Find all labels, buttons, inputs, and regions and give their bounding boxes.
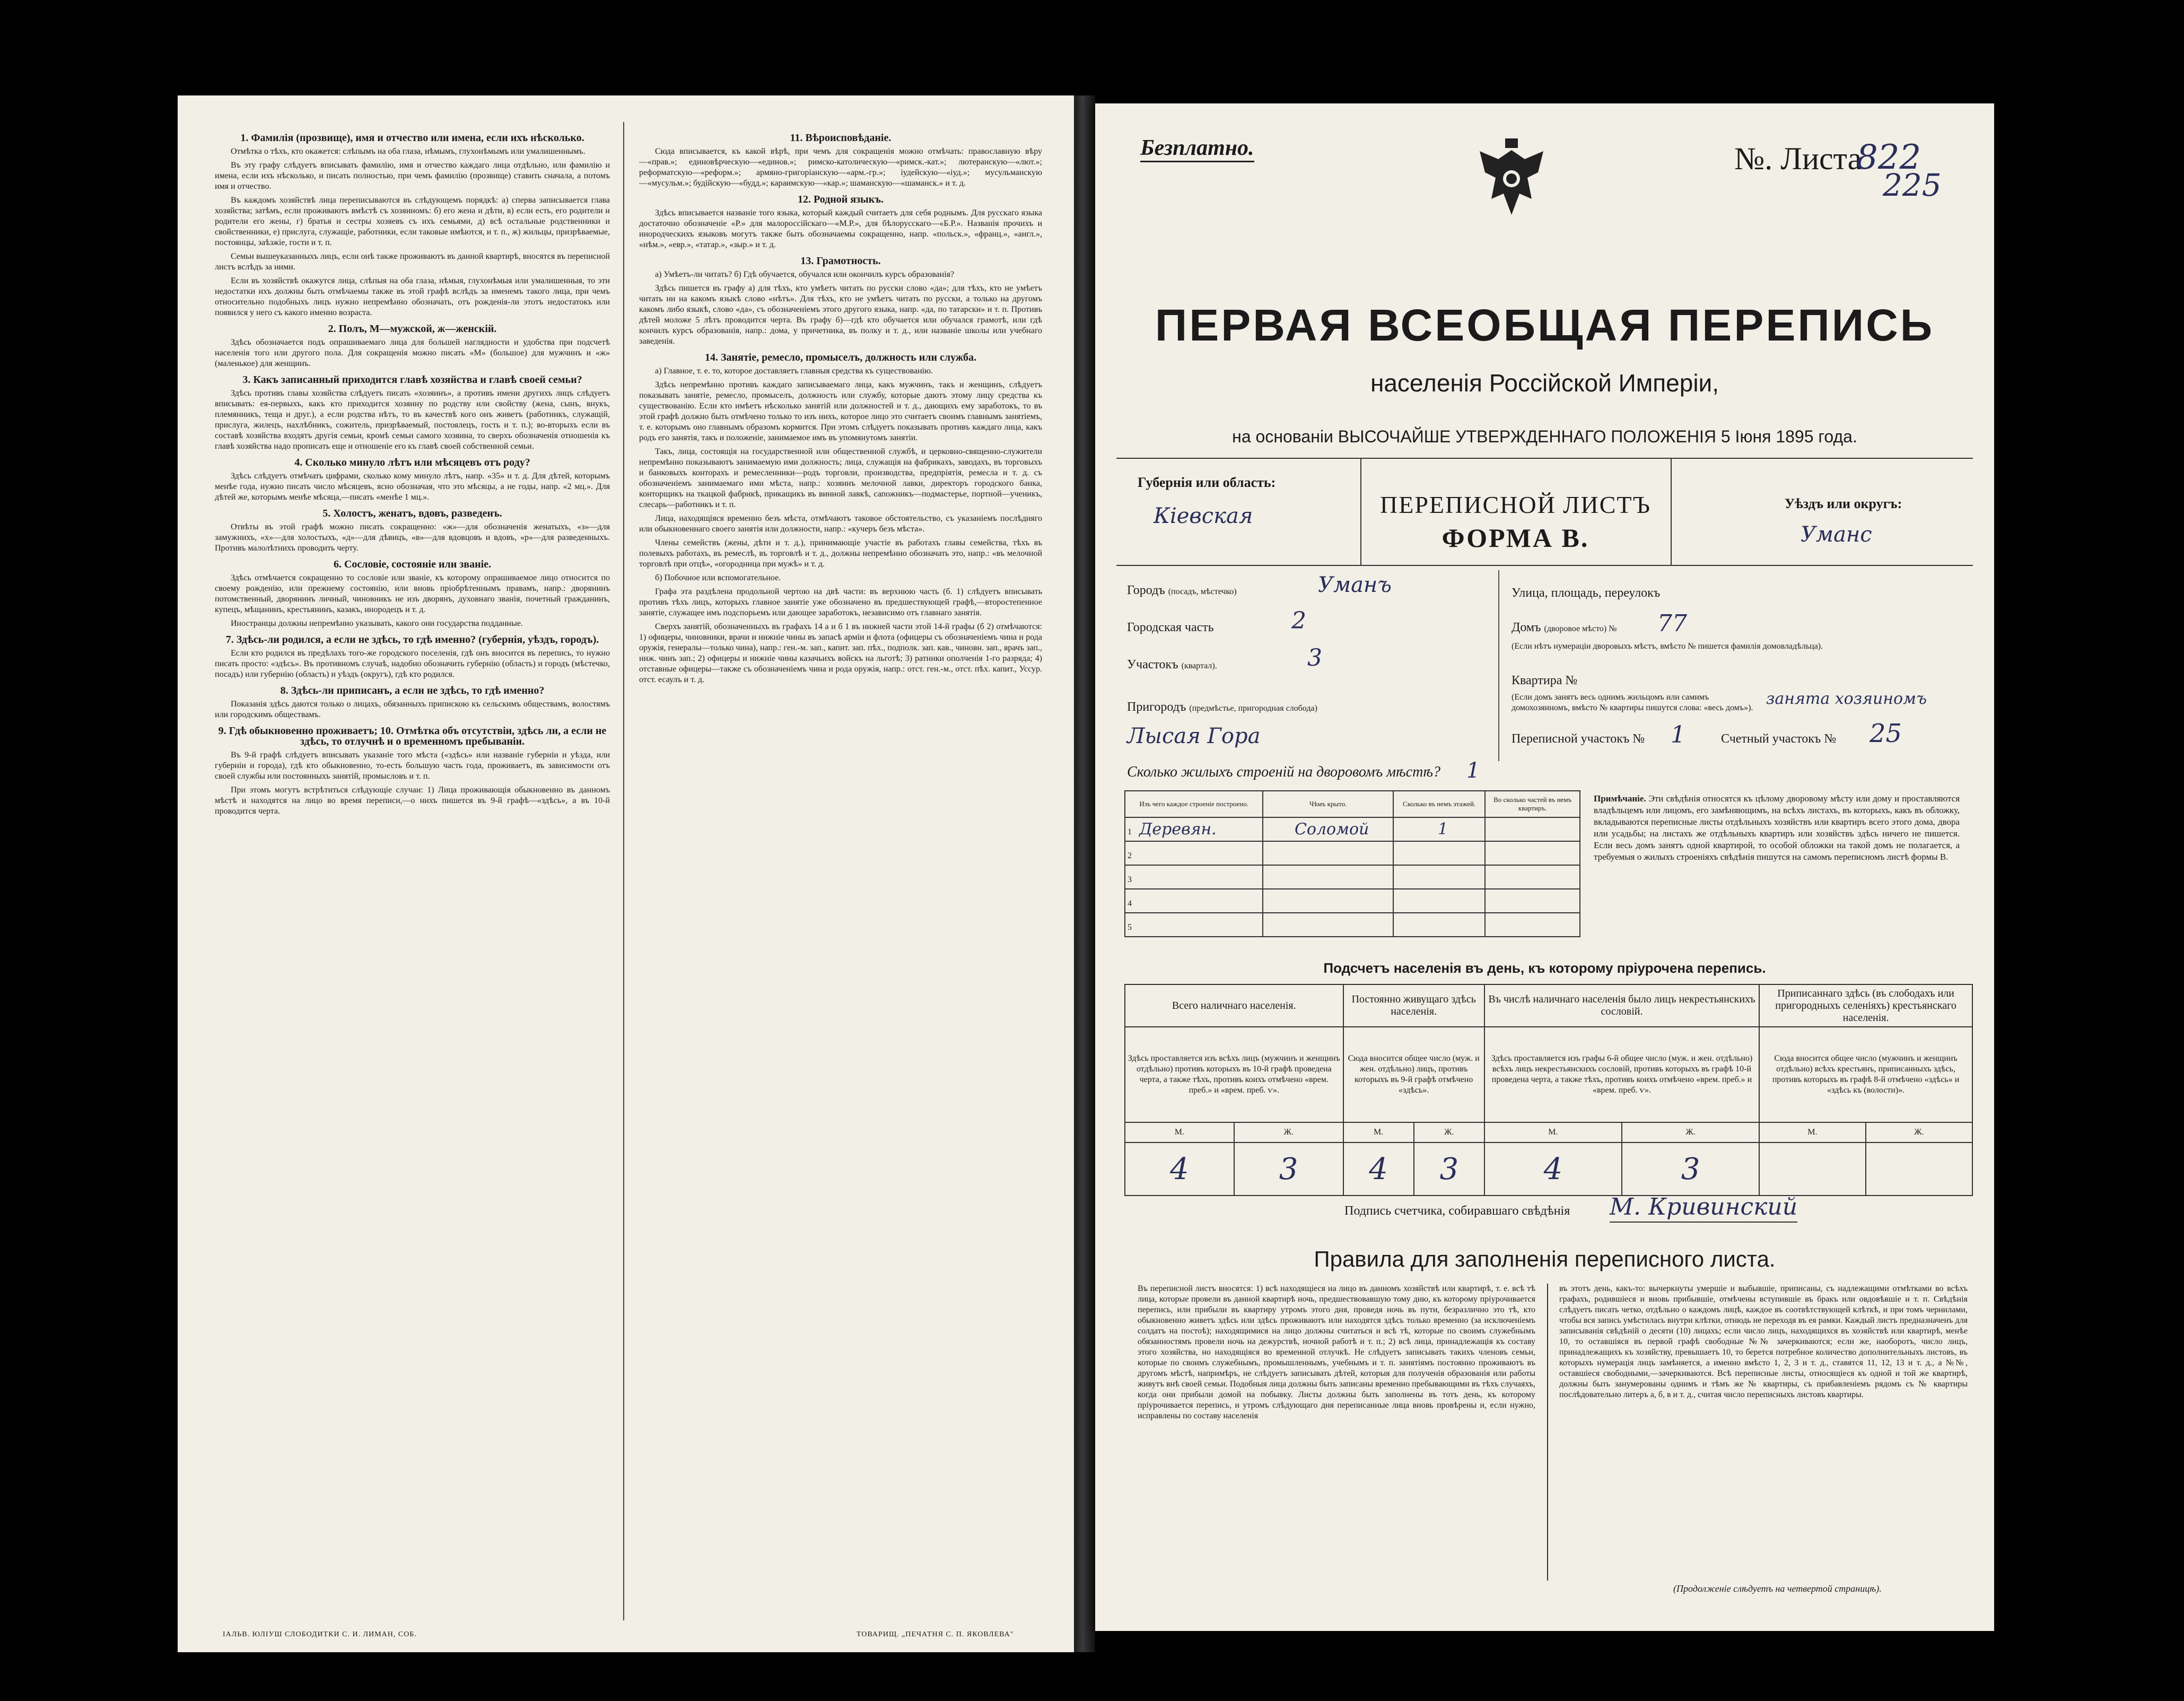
count-column-description: Сюда вносится общее число (муж. и жен. отдѣльно) лицъ, противъ которыхъ въ 9-й графѣ отмѣчено «здѣсь». bbox=[1343, 1027, 1484, 1122]
section-title: 4. Сколько минуло лѣтъ или мѣсяцевъ отъ роду? bbox=[294, 457, 530, 468]
section-title: 14. Занятіе, ремесло, промыселъ, должность или служба. bbox=[704, 352, 977, 363]
rules-text-left: Въ переписной листъ вносятся: 1) всѣ находящіеся на лицо въ данномъ хозяйствѣ или квартирѣ, т. е. всѣ тѣ лица, которые провели въ данной квартирѣ ночь, предшествовавшую тому дню, къ которому пріурочивается перепись, или прибыли въ квартиру утромъ этого дня, проведя ночь въ пути, безразлично это тѣ, кто обыкновенно живетъ здѣсь или здѣсь проживаютъ или находятся здѣсь только временно (за исключеніемъ солдатъ на постоѣ); находящимися на лицо должны считаться и всѣ тѣ, которые по своимъ служебнымъ обязанностямъ провели ночь на дежурствѣ, ночной работѣ и т. п.; 2) всѣ лица, принадлежащія къ составу этого хозяйства, но находящіяся во временной отлучкѣ. Не слѣдуетъ записывать такихъ членовъ семьи, которые по своимъ служебнымъ, промышленнымъ, учебнымъ и т. п. занятіямъ постоянно проживаютъ въ другомъ мѣстѣ, напримѣръ, не слѣдуетъ записывать дѣтей, которыя для полученія образованія или работы живутъ внѣ своей семьи. Подобныя лица должны быть записаны временно пребывающими въ тѣхъ случаяхъ, когда они прибыли домой на побывку. Листы должны быть заполнены въ тотъ день, къ которому пріурочивается перепись, и утромъ слѣдующаго дня переписанные лица вновь провѣрены и, если нужно, исправлены по составу населенія bbox=[1138, 1284, 1535, 1420]
section-paragraph: Въ 9-й графѣ слѣдуетъ вписывать указаніе того мѣста («здѣсь» или названіе губерніи и уѣзда, или губерніи и города), гдѣ кто обыкновенно, то-есть большую часть года, проживаетъ, въ зависимости отъ своей службы или постоянныхъ занятій, промысловъ и т. п. bbox=[215, 751, 610, 781]
section-title: 7. Здѣсь-ли родился, а если не здѣсь, то гдѣ именно? (губернія, уѣздъ, городъ). bbox=[225, 634, 599, 645]
count-column-header: Всего наличнаго населенія. bbox=[1125, 984, 1343, 1027]
sheet-number-handwritten: 822 bbox=[1856, 138, 1921, 177]
sex-label: Ж. bbox=[1622, 1122, 1759, 1142]
buildings-table bbox=[1124, 790, 1580, 937]
count-column-header: Приписаннаго здѣсь (въ слободахъ или пригородныхъ селеніяхъ) крестьянскаго населенія. bbox=[1759, 984, 1972, 1027]
row-number: 2 bbox=[1128, 851, 1132, 860]
building-cell-mat bbox=[1125, 913, 1263, 937]
kvartira-handwritten: занята хозяиномъ bbox=[1766, 690, 1927, 708]
section-paragraph: Здѣсь вписывается названіе того языка, который каждый считаетъ для себя роднымъ. Для русскаго языка достаточно обозначеніе «Р.» для малороссійскаго—«М.Р.», для бѣлорусскаго—«Б.Р.». Названія прочихъ и инородческихъ языковъ могутъ также быть обозначаемы сокращенно, напр. «польск.», «франц.», «англ.», «нѣм.», «евр.», «татар.», «зыр.» и т. д. bbox=[639, 208, 1042, 249]
imperial-eagle-emblem bbox=[1474, 135, 1549, 225]
section-paragraph: Такъ, лица, состоящія на государственной или общественной службѣ, и церковно-священно-служители непремѣнно показываютъ занимаемую ими должность; лица, служащія на фабрикахъ, заводахъ, въ торговыхъ и банковыхъ конторахъ и ремесленники—родъ торговли, производства, предпріятія, ремесла и т. д. съ обозначеніемъ занимаемаго ими мѣста, напр.: хозяинъ мелочной лавки, директоръ городского банка, конторщикъ на ткацкой фабрикѣ, прикащикъ въ винной лавкѣ, сапожникъ—подмастерье, портной—ученикъ, слесарь—работникъ и т. п. bbox=[639, 447, 1042, 509]
count-value-m: 4 bbox=[1484, 1142, 1622, 1196]
dom-footnote: (Если нѣтъ нумераціи дворовыхъ мѣстъ, вмѣсто № пишется фамилія домовладѣльца). bbox=[1512, 642, 1823, 651]
uezd-label: Уѣздъ или округъ: bbox=[1785, 496, 1902, 511]
perep-uchastok-value: 1 bbox=[1671, 721, 1685, 748]
section-paragraph: Въ каждомъ хозяйствѣ лица переписываются въ слѣдующемъ порядкѣ: а) сперва записывается глава хозяйства; затѣмъ, если проживаютъ вмѣстѣ съ хозяиномъ: б) его жена и дѣти, в) если есть, его родители и родители его жены, г) братья и сестры хозяевъ съ ихъ семьями, д) всѣ остальные родственники и свойственники, е) прислуга, служащіе, работники, если таковые имѣются, и т. п., ж) жильцы, призрѣваемые, постоянцы, заѣзжіе, гости и т. п. bbox=[215, 196, 610, 247]
section-paragraph: Члены семействъ (жены, дѣти и т. д.), принимающіе участіе въ работахъ главы семейства, тѣхъ въ полевыхъ работахъ, въ ремеслѣ, въ торговлѣ и т. д., должны непремѣнно обозначать это, напр.: «въ мелочной торговлѣ при отцѣ», «огородница при мужѣ» и т. д. bbox=[639, 538, 1042, 569]
count-column-header: Въ числѣ наличнаго населенія было лицъ некрестьянскихъ сословій. bbox=[1484, 984, 1759, 1027]
building-row bbox=[1125, 913, 1580, 937]
building-cell-floors bbox=[1393, 841, 1485, 865]
population-count-table bbox=[1124, 984, 1973, 1196]
building-cell-roof bbox=[1263, 817, 1393, 841]
sex-label: Ж. bbox=[1866, 1122, 1972, 1142]
building-cell-mat bbox=[1125, 865, 1263, 889]
section-title: 1. Фамилія (прозвище), имя и отчество или имена, если ихъ нѣсколько. bbox=[240, 132, 584, 144]
section-paragraph: Здѣсь противъ главы хозяйства слѣдуетъ писать «хозяинъ», а противъ имени другихъ лицъ слѣдуетъ вписывать: ея-первыхъ, какъ кто приходится хозяину по родству или свойству (жена, сынъ, внукъ, племянникъ, теща и друг.), а если родства нѣтъ, то въ качествѣ кого онъ живетъ (работникъ, служащій, прислуга, жилецъ, нахлѣбникъ, сожитель, призрѣваемый, постоялецъ, гость и т. п.); во-вторыхъ если въ составѣ хозяйства входятъ другія семьи, кромѣ семьи самого хозяина, то сверхъ обозначенія отношенія къ главѣ хозяйства надо прописать еще и отношеніе его къ главѣ своей собственной семьи. bbox=[215, 389, 610, 451]
header-floors: Сколько въ немъ этажей. bbox=[1393, 791, 1485, 817]
right-page bbox=[1095, 103, 1994, 1631]
section-paragraph: Здѣсь пишется въ графу а) для тѣхъ, кто умѣетъ читать по русски слово «да»; для тѣхъ, кто не умѣетъ читать ни на какомъ языкѣ слово «нѣтъ». Для тѣхъ, кто не умѣетъ читать по русски, а только на другомъ какомъ либо языкѣ, слово «да», съ обозначеніемъ этого другого языка, напр. «да, по татарски» и т. п. Противъ дѣтей моложе 5 лѣтъ проводится черта. Въ графу б)—гдѣ кто обучается или обучался грамотѣ, или гдѣ кончилъ курсъ образованія, напр.: дома, у причетника, въ полку и т. д., или названіе школы или учебнаго заведенія. bbox=[639, 284, 1042, 346]
section-paragraph: Въ эту графу слѣдуетъ вписывать фамилію, имя и отчество каждаго лица отдѣльно, или фамилію и имена, если ихъ нѣсколько, и писать полностью, при чемъ фамилію (прозвище) ставить сначала, а потомъ имя и отчество. bbox=[215, 161, 610, 191]
count-column-description: Сюда вносится общее число (мужчинъ и женщинъ отдѣльно) всѣхъ крестьянъ, приписанныхъ здѣсь, противъ которыхъ въ графѣ 8-й отмѣчено «здѣсь» и «здѣсь къ (волости)». bbox=[1759, 1027, 1972, 1122]
sex-label: М. bbox=[1343, 1122, 1414, 1142]
section-paragraph: При этомъ могутъ встрѣтиться слѣдующіе случаи: 1) Лица проживающія обыкновенно въ данномъ мѣстѣ и находятся на лицо во время переписи,—о нихъ пишется въ 9-й графѣ—«здѣсь», а въ 10-й проводится черта. bbox=[215, 786, 610, 816]
ulitsa-label: Улица, площадь, переулокъ bbox=[1512, 586, 1661, 600]
buildings-table-header bbox=[1125, 791, 1580, 817]
count-value-zh: 3 bbox=[1234, 1142, 1343, 1196]
chast-label: Городская часть bbox=[1127, 621, 1214, 634]
kvartira-label: Квартира № bbox=[1512, 674, 1578, 687]
rules-text-right: въ этотъ день, какъ-то: вычеркнуты умершіе и выбывшіе, приписаны, съ надлежащими отмѣтками во всѣхъ графахъ, родившіеся и вновь прибывшіе, отмѣчены вступившіе въ бракъ или овдовѣвшіе и т. п. Свѣдѣнія слѣдуетъ писать четко, отдѣльно о каждомъ лицѣ, каждое въ соотвѣтствующей клѣткѣ, и при томъ чернилами, чтобы вся запись умѣстилась внутри клѣтки, отнюдь не переходя въ ея рамки. Каждый листъ предназначенъ для записыванія свѣдѣній о десяти (10) лицахъ; если число лицъ, находящихся въ хозяйствѣ или квартирѣ, менѣе 10, то оставшіяся въ первой графѣ свободные №№ зачеркиваются; если же, наоборотъ, число лицъ, принадлежащихъ къ хозяйству, превышаетъ 10, то берется потребное количество дополнительныхъ листовъ, въ которыхъ нумерація лицъ замѣняется, а именно вмѣсто 1, 2, 3 и т. д., ставятся 11, 12, 13 и т. д., а №№, оставшіеся свободными,—зачеркиваются. Всѣ переписные листы, относящіеся къ одной и той же квартирѣ, должны быть занумерованы однимъ и тѣмъ же № квартиры, съ прибавленіемъ рядомъ съ № квартиры послѣдовательно литеръ а, б, в и т. д., считая число переписныхъ листовъ квартиры. bbox=[1559, 1284, 1968, 1399]
instructions-column-1 bbox=[215, 127, 610, 1620]
building-cell-mat bbox=[1125, 841, 1263, 865]
building-cell-floors bbox=[1393, 889, 1485, 913]
section-title: 3. Какъ записанный приходится главѣ хозяйства и главѣ своей семьи? bbox=[242, 374, 582, 386]
building-cell-roof bbox=[1263, 889, 1393, 913]
building-cell-kv bbox=[1485, 817, 1580, 841]
uezd-value: Уманс bbox=[1801, 522, 1872, 547]
building-row bbox=[1125, 817, 1580, 841]
count-column-description: Здѣсь проставляется изъ графы 6-й общее число (муж. и жен. отдѣльно) всѣхъ лицъ некрестьянскихъ сословій, противъ которыхъ въ графѣ 10-й проведена черта, а также тѣхъ, противъ коихъ отмѣчено «врем. преб.» и «врем. преб. ѵ». bbox=[1484, 1027, 1759, 1122]
prigorod-label: Пригородъ (предмѣстье, пригородная слобода) bbox=[1127, 700, 1317, 714]
building-cell-kv bbox=[1485, 865, 1580, 889]
sex-label: Ж. bbox=[1234, 1122, 1343, 1142]
section-title: 11. Вѣроисповѣданіе. bbox=[790, 132, 892, 144]
section-paragraph: Здѣсь обозначается подъ опрашиваемаго лица для большей наглядности и удобства при подсчетѣ населенія того или другого пола. Для сокращенія можно писать «М» (большое) для мужчинъ и «ж» (маленькое) для женщинъ. bbox=[215, 338, 610, 368]
kvartira-footnote: (Если домъ занятъ весь однимъ жильцомъ или самимъ домохозяиномъ, вмѣсто № квартиры пишутся слова: «весь домъ»). bbox=[1512, 693, 1753, 712]
form-subtitle: ФОРМА В. bbox=[1442, 523, 1589, 553]
printer-imprint-right: ТОВАРИЩ. „ПЕЧАТНЯ С. П. ЯКОВЛЕВА" bbox=[857, 1630, 1014, 1638]
building-cell-floors bbox=[1393, 817, 1485, 841]
section-paragraph: Графа эта раздѣлена продольной чертою на двѣ части: въ верхнюю часть (б. 1) слѣдуетъ вписывать противъ тѣхъ лицъ, которыхъ главное занятіе уже обозначено въ предшествующей графѣ,—второстепенное занятіе, служащее имъ подспорьемъ или дающее заработокъ, независимо отъ главнаго занятія. bbox=[639, 587, 1042, 617]
section-title: 8. Здѣсь-ли приписанъ, а если не здѣсь, то гдѣ именно? bbox=[280, 685, 545, 696]
header-apartments: Во сколько частей въ немъ квартиръ. bbox=[1485, 791, 1580, 817]
count-column-description: Здѣсь проставляется изъ всѣхъ лицъ (мужчинъ и женщинъ отдѣльно) противъ которыхъ въ 10-й графѣ проведена черта, а также тѣхъ, противъ коихъ отмѣчено «врем. преб.» и «врем. преб. ѵ». bbox=[1125, 1027, 1343, 1122]
header-roof: Чѣмъ крыто. bbox=[1263, 791, 1393, 817]
building-cell-roof bbox=[1263, 841, 1393, 865]
count-value-m: 4 bbox=[1343, 1142, 1414, 1196]
row-number: 4 bbox=[1128, 899, 1132, 908]
column-divider bbox=[623, 122, 624, 1620]
prigorod-value: Лысая Гора bbox=[1127, 724, 1261, 748]
count-value-zh bbox=[1866, 1142, 1972, 1196]
section-paragraph: Здѣсь отмѣчается сокращенно то сословіе или званіе, къ которому опрашиваемое лицо относится по своему рожденію, или прежнему состоянію, или вновь пріобрѣтеннымъ правамъ, напр.: дворянинъ потомственный, дворянинъ личный, чиновникъ не изъ дворянъ, духовнаго званія, почетный гражданинъ, купецъ, мѣщанинъ, крестьянинъ, казакъ, инородецъ и т. д. bbox=[215, 573, 610, 614]
section-paragraph: Лица, находящіяся временно безъ мѣста, отмѣчаютъ таковое обстоятельство, съ указаніемъ послѣдняго или обыкновеннаго своего занятія или должности, напр.: «кучеръ безъ мѣста». bbox=[639, 514, 1042, 534]
section-paragraph: Иностранцы должны непремѣнно указывать, какого они государства подданные. bbox=[231, 619, 523, 628]
section-paragraph: Семьи вышеуказанныхъ лицъ, если онѣ также проживаютъ въ данной квартирѣ, вносятся въ переписной листъ вслѣдъ за ними. bbox=[215, 252, 610, 272]
section-paragraph: Если въ хозяйствѣ окажутся лица, слѣпыя на оба глаза, нѣмыя, глухонѣмыя или умалишенныя, то эти недостатки ихъ должны быть отмѣчаемы также въ этой графѣ вслѣдъ за именемъ такого лица, при чемъ относительно подобныхъ лицъ нужно непремѣнно обозначать, отъ рожденія-ли этотъ недостатокъ или появился у него съ какого именно возраста. bbox=[215, 276, 610, 317]
section-title: 5. Холостъ, женатъ, вдовъ, разведенъ. bbox=[322, 508, 502, 519]
gubernia-label: Губернія или область: bbox=[1138, 475, 1276, 490]
continuation-note: (Продолженіе слѣдуетъ на четвертой страницѣ). bbox=[1673, 1583, 1882, 1594]
instructions-column-2 bbox=[639, 127, 1042, 1620]
building-cell-roof bbox=[1263, 865, 1393, 889]
printer-imprint-left: ІАЛЬВ. ЮЛІУШ СЛОБОДИТКИ С. И. ЛИМАН, СОБ. bbox=[223, 1630, 417, 1638]
sheet-number-label: №. Листа bbox=[1734, 141, 1862, 176]
buildings-note: Примѣчаніе. Эти свѣдѣнія относятся къ цѣлому дворовому мѣсту или дому и проставляются владѣльцемъ или лицомъ, его замѣняющимъ, на всѣхъ листахъ, въ которыхъ, какъ въ обложку, вкладываются переписные листы отдѣльныхъ хозяйствъ или квартиръ всего этого дома, двора или усадьбы; на листахъ же отдѣльныхъ квартиръ или хозяйствъ здѣсь ничего не пишется. Если весь домъ занятъ одной квартирой, то особой обложки на такой домъ не полагается, а требуемыя о жилыхъ строеніяхъ свѣдѣнія пишутся на самомъ переписномъ листѣ формы В. bbox=[1594, 793, 1960, 862]
free-label: Безплатно. bbox=[1140, 135, 1254, 162]
chast-value: 2 bbox=[1291, 607, 1306, 634]
building-cell-floors bbox=[1393, 913, 1485, 937]
row-number: 3 bbox=[1128, 875, 1132, 884]
section-paragraph: Отвѣты въ этой графѣ можно писать сокращенно: «ж»—для обозначенія женатыхъ, «з»—для замужнихъ, «х»—для холостыхъ, «д»—для дѣвицъ, «в»—для вдовцовъ и вдовъ, «р»—для разведенныхъ. Противъ малолѣтнихъ проводить черту. bbox=[215, 522, 610, 553]
gorod-value: Уманъ bbox=[1318, 573, 1392, 597]
counter-signature: М. Кривинский bbox=[1610, 1193, 1797, 1223]
section-title: 12. Родной языкъ. bbox=[798, 194, 884, 205]
building-row bbox=[1125, 865, 1580, 889]
section-paragraph: а) Главное, т. е. то, которое доставляетъ главныя средства къ существованію. bbox=[655, 367, 933, 376]
dom-label: Домъ (дворовое мѣсто) № bbox=[1512, 621, 1617, 634]
section-title: 13. Грамотность. bbox=[800, 255, 881, 267]
header-material: Изъ чего каждое строеніе построено. bbox=[1125, 791, 1263, 817]
count-value-m: 4 bbox=[1125, 1142, 1234, 1196]
section-paragraph: Здѣсь слѣдуетъ отмѣчать цифрами, сколько кому минуло лѣтъ, напр. «35» и т. д. Для дѣтей, которымъ менѣе года, нужно писать число мѣсяцевъ, ясно обозначая, что это мѣсяцы, а не годы, напр. «2 мц.». Для дѣтей же, которымъ менѣе мѣсяца,—писать «менѣе 1 мц.». bbox=[215, 472, 610, 502]
dom-value: 77 bbox=[1657, 610, 1687, 637]
count-column-header: Постоянно живущаго здѣсь населенія. bbox=[1343, 984, 1484, 1027]
section-paragraph: Отмѣтка о тѣхъ, кто окажется: слѣпымъ на оба глаза, нѣмымъ, глухонѣмымъ или умалишеннымъ. bbox=[231, 147, 586, 156]
section-paragraph: б) Побочное или вспомогательное. bbox=[655, 573, 781, 582]
sex-label: Ж. bbox=[1414, 1122, 1484, 1142]
schet-uchastok-value: 25 bbox=[1869, 719, 1902, 748]
row-number: 5 bbox=[1128, 923, 1132, 932]
buildings-count-value: 1 bbox=[1466, 758, 1480, 783]
form-title: ПЕРЕПИСНОЙ ЛИСТЪ bbox=[1380, 491, 1651, 518]
gorod-label: Городъ (посадъ, мѣстечко) bbox=[1127, 583, 1237, 597]
section-paragraph: Здѣсь непремѣнно противъ каждаго записываемаго лица, какъ мужчинъ, такъ и женщинъ, слѣдуетъ показывать занятіе, ремесло, промыселъ, должность или службу, которые даютъ этому лицу средства къ существованію. Если кто имѣетъ нѣсколько занятій или должностей и т. д., дающихъ ему заработокъ, то въ этой графѣ должно быть отмѣчено только то изъ нихъ, которое лицо это считаетъ своимъ главнымъ занятіемъ, т. е. которымъ оно главнымъ образомъ кормится. При этомъ слѣдуетъ показывать противъ каждаго лица, какъ родъ его занятія, такъ и положеніе, занимаемое имъ въ упомянутомъ занятіи. bbox=[639, 380, 1042, 442]
sheet-number-handwritten-2: 225 bbox=[1883, 167, 1942, 203]
building-row bbox=[1125, 889, 1580, 913]
building-row bbox=[1125, 841, 1580, 865]
building-cell-floors bbox=[1393, 865, 1485, 889]
uchastok-value: 3 bbox=[1307, 644, 1322, 671]
section-title: 2. Полъ, М—мужской, ж—женскій. bbox=[328, 323, 497, 335]
building-cell-kv bbox=[1485, 889, 1580, 913]
count-title: Подсчетъ населенія въ день, къ которому пріурочена перепись. bbox=[1323, 960, 1766, 976]
census-basis: на основаніи ВЫСОЧАЙШЕ УТВЕРЖДЕННАГО ПОЛОЖЕНІЯ 5 Іюня 1895 года. bbox=[1232, 427, 1857, 446]
section-paragraph: Показанія здѣсь даются только о лицахъ, обязанныхъ припискою къ сельскимъ обществамъ, волостямъ или городскимъ обществамъ. bbox=[215, 700, 610, 719]
section-title: 6. Сословіе, состояніе или званіе. bbox=[333, 559, 492, 570]
section-paragraph: Если кто родился въ предѣлахъ того-же городского поселенія, гдѣ онъ вносится въ перепись, то нужно писать просто: «здѣсь». Въ противномъ случаѣ, надобно обозначить губернію (область) и городъ (мѣстечко, посадъ) или губернію (область) и уѣздъ (округъ), гдѣ кто родился. bbox=[215, 649, 610, 679]
section-paragraph: Сюда вписывается, къ какой вѣрѣ, при чемъ для сокращенія можно отмѣчать: православную вѣру—«прав.»; единовѣрческую—«единов.»; римско-католическую—«римск.-кат.»; лютеранскую—«лют.»; реформатскую—«реформ.»; армяно-григоріанскую—«арм.-гр.»; іудейскую—«іуд.»; мусульманскую—«мусульм.»; будійскую—«будд.»; караимскую—«кар.»; шаманскую—«шаманск.» и т. д. bbox=[639, 147, 1042, 188]
sex-label: М. bbox=[1484, 1122, 1622, 1142]
section-title: 9. Гдѣ обыкновенно проживаетъ; 10. Отмѣтка объ отсутствіи, здѣсь ли, а если не здѣсь, то отлучнѣ и о временномъ пребываніи. bbox=[218, 725, 607, 747]
building-value-floors: 1 bbox=[1438, 820, 1448, 839]
section-paragraph: Сверхъ занятій, обозначенныхъ въ графахъ 14 а и б 1 въ нижней части этой 14-й графы (б 2) отмѣчаются: 1) офицеры, чиновники, врачи и нижніе чины въ запасѣ арміи и флота (офицеры съ обозначеніемъ чина и рода оружія, генералы—только чина), напр.: ген.-м. зап., капит. зап. пѣх., подполк. зап. кав., чиновн. зап., врачъ зап., ниж. чинъ зап.; 2) офицеры и нижніе чины казачьихъ войскъ на льготѣ; 3) ратники ополченія 1-го разряда; 4) отставные офицеры—также съ обозначеніемъ чина и рода оружія, напр.: отст. ген.-м., отст. пѣх. капит., Уссур. отст. есаулъ и т. д. bbox=[639, 622, 1042, 684]
row-number: 1 bbox=[1128, 827, 1132, 836]
census-title: ПЕРВАЯ ВСЕОБЩАЯ ПЕРЕПИСЬ bbox=[1155, 300, 1935, 350]
sex-label: М. bbox=[1759, 1122, 1865, 1142]
census-subtitle: населенія Россійской Имперіи, bbox=[1370, 369, 1719, 397]
count-value-zh: 3 bbox=[1622, 1142, 1759, 1196]
schet-uchastok-label: Счетный участокъ № bbox=[1721, 732, 1837, 746]
building-value-roof: Соломой bbox=[1294, 820, 1369, 839]
building-cell-roof bbox=[1263, 913, 1393, 937]
gubernia-value: Кiевская bbox=[1154, 504, 1253, 528]
sex-label: М. bbox=[1125, 1122, 1234, 1142]
book-spine bbox=[1074, 95, 1095, 1652]
building-value-mat: Деревян. bbox=[1139, 820, 1217, 839]
building-cell-mat bbox=[1125, 817, 1263, 841]
perep-uchastok-label: Переписной участокъ № bbox=[1512, 732, 1645, 746]
rules-title: Правила для заполненія переписного листа. bbox=[1314, 1246, 1776, 1271]
buildings-count-label: Сколько жилыхъ строеній на дворовомъ мѣстѣ? bbox=[1127, 764, 1441, 780]
section-paragraph: а) Умѣетъ-ли читать? б) Гдѣ обучается, обучался или окончилъ курсъ образованія? bbox=[655, 270, 955, 279]
uchastok-label: Участокъ (квартал). bbox=[1127, 658, 1217, 671]
count-value-m bbox=[1759, 1142, 1865, 1196]
building-cell-kv bbox=[1485, 841, 1580, 865]
left-page bbox=[178, 95, 1074, 1652]
count-value-zh: 3 bbox=[1414, 1142, 1484, 1196]
building-cell-mat bbox=[1125, 889, 1263, 913]
building-cell-kv bbox=[1485, 913, 1580, 937]
signature-label: Подпись счетчика, собиравшаго свѣдѣнія bbox=[1344, 1204, 1570, 1218]
